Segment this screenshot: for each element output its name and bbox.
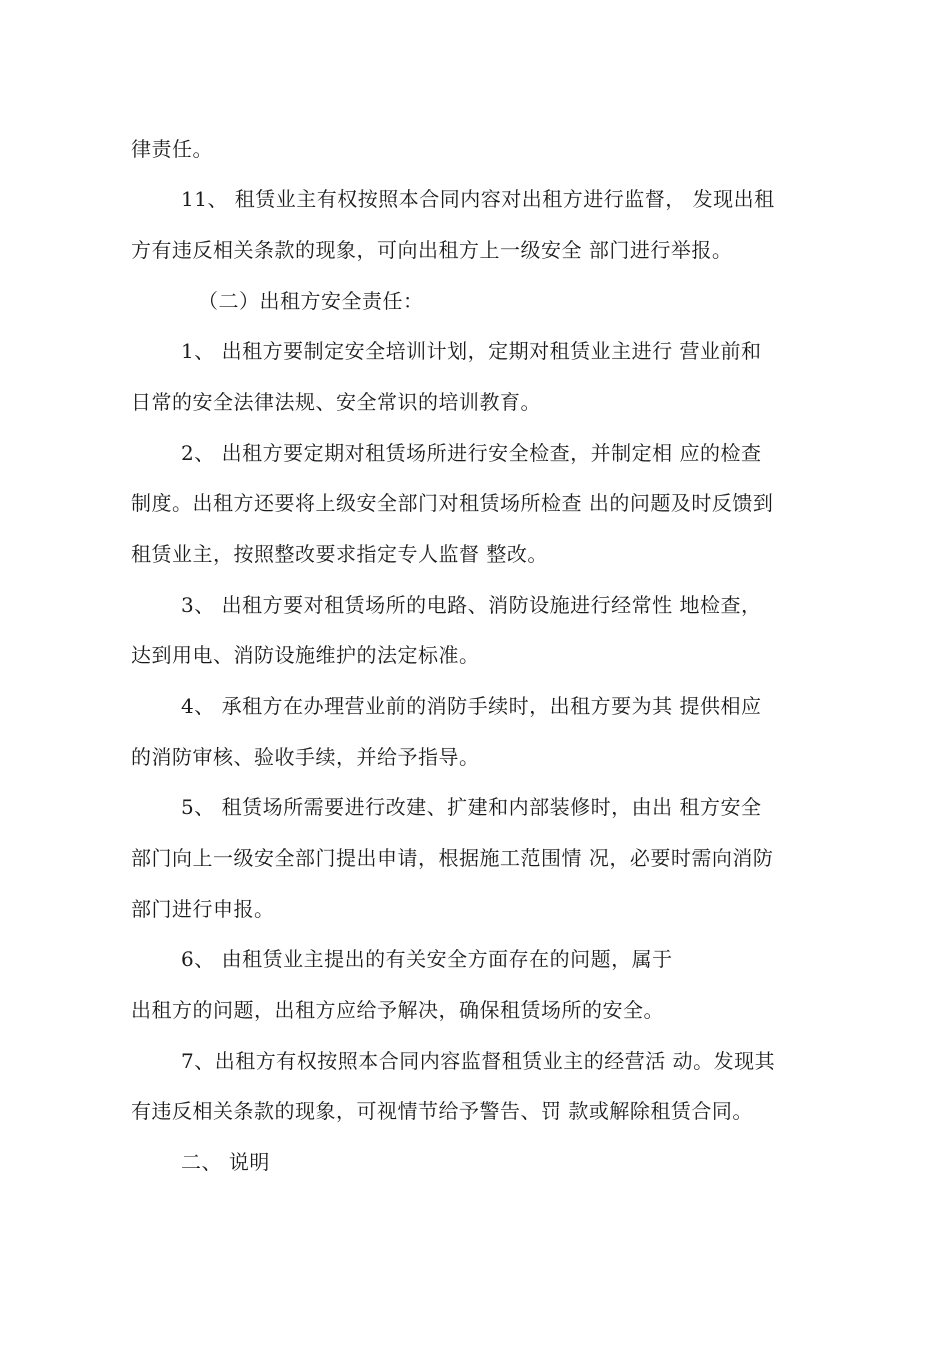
text-line-3: 方有违反相关条款的现象，可向出租方上一级安全 部门进行举报。 — [131, 238, 733, 262]
text-line-6: 日常的安全法律法规、安全常识的培训教育。 — [131, 390, 541, 414]
text-line-8: 制度。出租方还要将上级安全部门对租赁场所检查 出的问题及时反馈到 — [131, 491, 774, 515]
text-line-14: 5、 租赁场所需要进行改建、扩建和内部装修时，由出 租方安全 — [181, 795, 762, 819]
text-line-12: 4、 承租方在办理营业前的消防手续时，出租方要为其 提供相应 — [181, 694, 762, 718]
text-line-18: 出租方的问题，出租方应给予解决，确保租赁场所的安全。 — [131, 998, 664, 1022]
text-line-20: 有违反相关条款的现象，可视情节给予警告、罚 款或解除租赁合同。 — [131, 1099, 753, 1123]
text-line-5: 1、 出租方要制定安全培训计划，定期对租赁业主进行 营业前和 — [181, 339, 762, 363]
text-line-9: 租赁业主，按照整改要求指定专人监督 整改。 — [131, 542, 548, 566]
text-line-13: 的消防审核、验收手续，并给予指导。 — [131, 745, 480, 769]
text-line-15: 部门向上一级安全部门提出申请，根据施工范围情 况，必要时需向消防 — [131, 846, 774, 870]
section-heading: （二）出租方安全责任： — [198, 289, 424, 313]
section-heading-2: 二、 说明 — [181, 1150, 270, 1174]
text-line-19: 7、出租方有权按照本合同内容监督租赁业主的经营活 动。发现其 — [181, 1049, 776, 1073]
text-line-7: 2、 出租方要定期对租赁场所进行安全检查，并制定相 应的检查 — [181, 441, 762, 465]
text-line-17: 6、 由租赁业主提出的有关安全方面存在的问题，属于 — [181, 947, 673, 971]
text-line-10: 3、 出租方要对租赁场所的电路、消防设施进行经常性 地检查， — [181, 593, 762, 617]
text-line-2: 11、 租赁业主有权按照本合同内容对出租方进行监督， 发现出租 — [181, 187, 775, 211]
text-line-1: 律责任。 — [131, 137, 213, 161]
text-line-16: 部门进行申报。 — [131, 897, 275, 921]
text-line-11: 达到用电、消防设施维护的法定标准。 — [131, 643, 480, 667]
